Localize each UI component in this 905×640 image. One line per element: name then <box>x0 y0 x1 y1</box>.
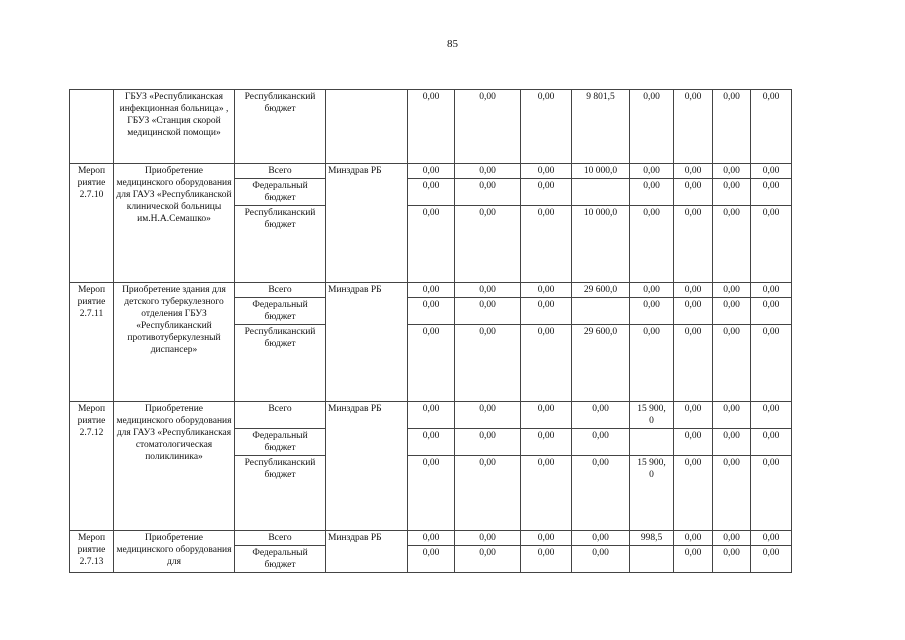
value-cell: 0,00 <box>674 325 713 402</box>
measure-name-cell: Приобретение здания для детского туберкулезного отделения ГБУЗ «Республиканский противотуберкулезный диспансер» <box>114 283 235 402</box>
value-cell: 0,00 <box>521 283 572 298</box>
value-cell: 0,00 <box>751 402 792 429</box>
value-cell: 0,00 <box>521 179 572 206</box>
value-cell: 0,00 <box>521 531 572 546</box>
funding-source-cell: Федеральный бюджет <box>235 429 326 456</box>
funding-source-cell: Федеральный бюджет <box>235 546 326 573</box>
value-cell: 998,5 <box>630 531 674 546</box>
value-cell: 0,00 <box>572 456 630 531</box>
value-cell: 0,00 <box>713 546 751 573</box>
responsible-cell: Минздрав РБ <box>326 164 408 283</box>
value-cell: 0,00 <box>455 429 521 456</box>
value-cell: 29 600,0 <box>572 325 630 402</box>
value-cell: 0,00 <box>408 531 455 546</box>
value-cell: 0,00 <box>751 298 792 325</box>
measure-name-cell: ГБУЗ «Республиканская инфекционная больница» , ГБУЗ «Станция скорой медицинской помощи» <box>114 90 235 164</box>
table-row <box>70 531 792 546</box>
value-cell: 0,00 <box>751 456 792 531</box>
value-cell: 0,00 <box>408 325 455 402</box>
responsible-cell: Минздрав РБ <box>326 283 408 402</box>
value-cell: 0,00 <box>713 429 751 456</box>
value-cell: 0,00 <box>408 546 455 573</box>
value-cell: 0,00 <box>630 179 674 206</box>
value-cell: 0,00 <box>751 531 792 546</box>
value-cell: 0,00 <box>674 283 713 298</box>
responsible-cell: Минздрав РБ <box>326 402 408 531</box>
value-cell: 0,00 <box>521 429 572 456</box>
value-cell: 0,00 <box>713 90 751 164</box>
value-cell: 0,00 <box>408 90 455 164</box>
measure-code-cell: Мероп риятие 2.7.11 <box>70 283 114 402</box>
funding-source-cell: Федеральный бюджет <box>235 298 326 325</box>
value-cell: 0,00 <box>713 179 751 206</box>
measure-code-cell: Мероп риятие 2.7.10 <box>70 164 114 283</box>
value-cell: 0,00 <box>630 206 674 283</box>
value-cell: 0,00 <box>408 429 455 456</box>
value-cell: 0,00 <box>572 546 630 573</box>
funding-source-cell: Всего <box>235 283 326 298</box>
measure-name-cell: Приобретение медицинского оборудования для ГАУЗ «Республиканская стоматологическая поликлиника» <box>114 402 235 531</box>
value-cell: 0,00 <box>572 531 630 546</box>
budget-table <box>69 89 792 573</box>
value-cell: 0,00 <box>751 283 792 298</box>
value-cell: 0,00 <box>455 164 521 179</box>
value-cell: 0,00 <box>521 90 572 164</box>
value-cell: 0,00 <box>455 456 521 531</box>
value-cell: 0,00 <box>630 90 674 164</box>
funding-source-cell: Республиканский бюджет <box>235 456 326 531</box>
value-cell: 0,00 <box>713 164 751 179</box>
value-cell: 0,00 <box>521 456 572 531</box>
funding-source-cell: Всего <box>235 531 326 546</box>
value-cell: 0,00 <box>674 206 713 283</box>
value-cell: 0,00 <box>408 179 455 206</box>
value-cell: 0,00 <box>751 164 792 179</box>
value-cell: 0,00 <box>408 164 455 179</box>
value-cell: 0,00 <box>630 164 674 179</box>
value-cell: 0,00 <box>455 531 521 546</box>
value-cell: 0,00 <box>455 90 521 164</box>
value-cell: 0,00 <box>455 283 521 298</box>
value-cell: 0,00 <box>713 283 751 298</box>
value-cell: 0,00 <box>674 90 713 164</box>
value-cell: 0,00 <box>408 402 455 429</box>
responsible-cell: Минздрав РБ <box>326 531 408 573</box>
value-cell: 0,00 <box>674 179 713 206</box>
value-cell: 0,00 <box>521 325 572 402</box>
value-cell: 0,00 <box>674 456 713 531</box>
value-cell: 0,00 <box>521 402 572 429</box>
value-cell: 0,00 <box>751 206 792 283</box>
table-row <box>70 283 792 298</box>
table-row <box>70 90 792 164</box>
page-number: 85 <box>447 38 458 50</box>
value-cell: 0,00 <box>455 179 521 206</box>
value-cell: 0,00 <box>751 325 792 402</box>
funding-source-cell: Федеральный бюджет <box>235 179 326 206</box>
value-cell: 0,00 <box>521 206 572 283</box>
value-cell: 0,00 <box>674 531 713 546</box>
value-cell: 0,00 <box>455 546 521 573</box>
measure-name-cell: Приобретение медицинского оборудования для <box>114 531 235 573</box>
value-cell: 0,00 <box>630 298 674 325</box>
value-cell <box>630 429 674 456</box>
value-cell: 0,00 <box>455 402 521 429</box>
value-cell: 0,00 <box>751 90 792 164</box>
value-cell: 0,00 <box>408 283 455 298</box>
value-cell: 9 801,5 <box>572 90 630 164</box>
value-cell: 10 000,0 <box>572 206 630 283</box>
value-cell: 29 600,0 <box>572 283 630 298</box>
value-cell: 0,00 <box>408 456 455 531</box>
value-cell: 0,00 <box>751 546 792 573</box>
value-cell: 0,00 <box>751 179 792 206</box>
value-cell: 10 000,0 <box>572 164 630 179</box>
funding-source-cell: Всего <box>235 402 326 429</box>
value-cell: 0,00 <box>713 298 751 325</box>
value-cell: 0,00 <box>630 283 674 298</box>
value-cell: 15 900, 0 <box>630 456 674 531</box>
value-cell: 0,00 <box>572 429 630 456</box>
funding-source-cell: Республиканский бюджет <box>235 90 326 164</box>
measure-code-cell <box>70 90 114 164</box>
value-cell: 0,00 <box>455 298 521 325</box>
value-cell <box>572 179 630 206</box>
table-body <box>70 90 792 573</box>
value-cell: 0,00 <box>455 206 521 283</box>
value-cell: 0,00 <box>521 164 572 179</box>
funding-source-cell: Всего <box>235 164 326 179</box>
value-cell: 0,00 <box>713 456 751 531</box>
value-cell: 0,00 <box>751 429 792 456</box>
measure-code-cell: Мероп риятие 2.7.13 <box>70 531 114 573</box>
funding-source-cell: Республиканский бюджет <box>235 325 326 402</box>
value-cell: 0,00 <box>713 402 751 429</box>
value-cell: 0,00 <box>674 546 713 573</box>
value-cell <box>630 546 674 573</box>
value-cell: 15 900, 0 <box>630 402 674 429</box>
measure-name-cell: Приобретение медицинского оборудования для ГАУЗ «Республиканской клинической больницы им.Н.А.Семашко» <box>114 164 235 283</box>
value-cell: 0,00 <box>713 206 751 283</box>
value-cell: 0,00 <box>674 429 713 456</box>
table-row <box>70 164 792 179</box>
responsible-cell <box>326 90 408 164</box>
value-cell: 0,00 <box>408 206 455 283</box>
measure-code-cell: Мероп риятие 2.7.12 <box>70 402 114 531</box>
value-cell: 0,00 <box>713 531 751 546</box>
value-cell <box>572 298 630 325</box>
value-cell: 0,00 <box>630 325 674 402</box>
value-cell: 0,00 <box>521 298 572 325</box>
value-cell: 0,00 <box>674 164 713 179</box>
value-cell: 0,00 <box>674 402 713 429</box>
value-cell: 0,00 <box>674 298 713 325</box>
value-cell: 0,00 <box>455 325 521 402</box>
funding-source-cell: Республиканский бюджет <box>235 206 326 283</box>
table-row <box>70 402 792 429</box>
value-cell: 0,00 <box>713 325 751 402</box>
value-cell: 0,00 <box>572 402 630 429</box>
value-cell: 0,00 <box>408 298 455 325</box>
value-cell: 0,00 <box>521 546 572 573</box>
